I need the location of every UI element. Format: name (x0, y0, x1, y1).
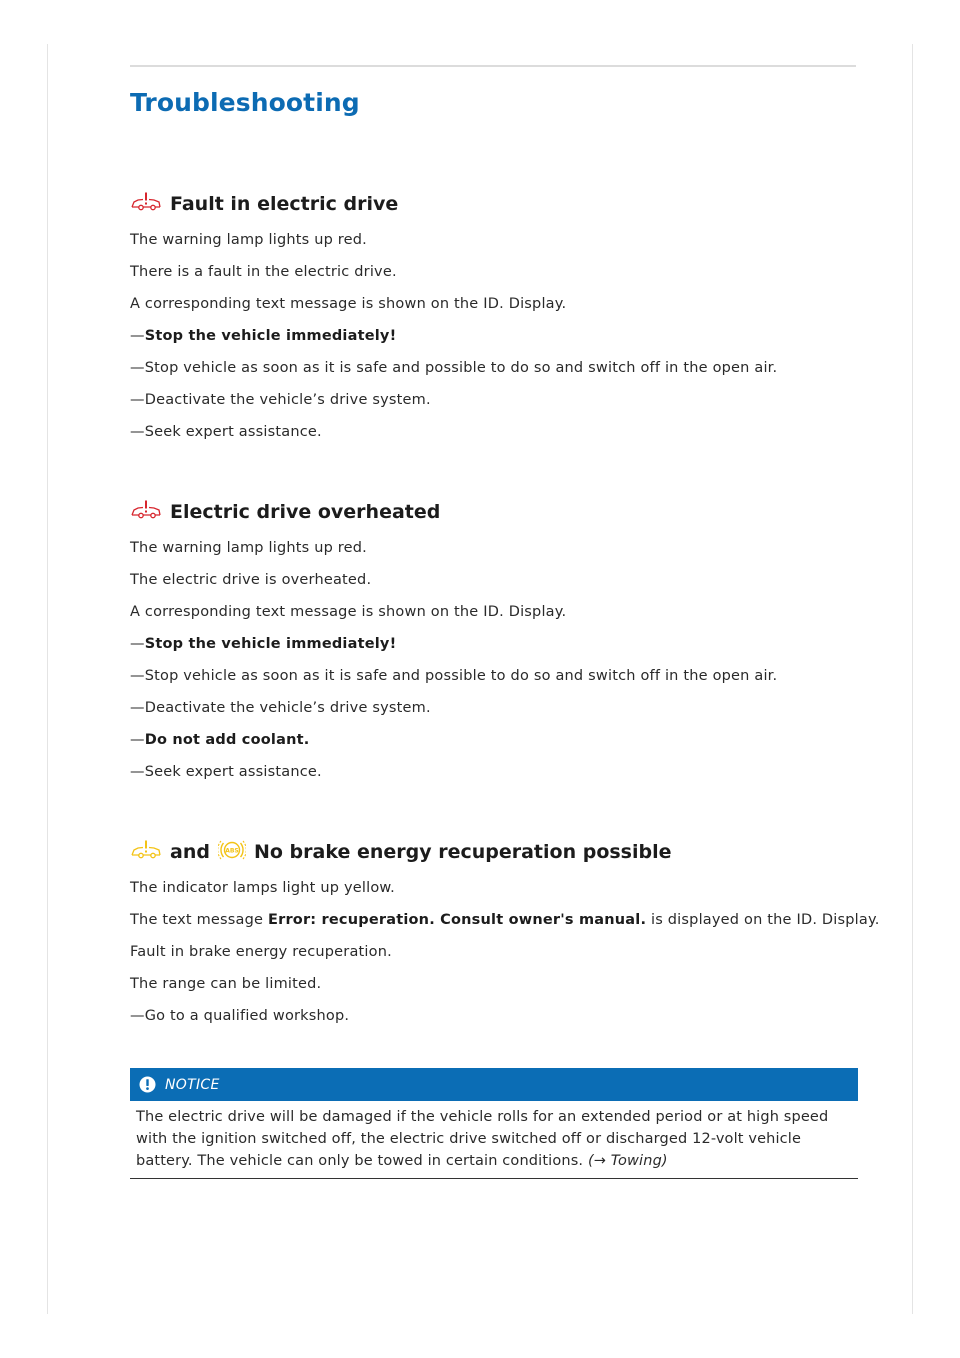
notice-body (130, 1101, 858, 1179)
action-step-text: Deactivate the vehicle’s drive system. (144, 700, 431, 716)
notice-text: The electric drive will be damaged if the vehicle rolls for an extended period or at high speed with the ignition switched off, the electric drive switched off or discharged 12-volt vehicle battery. The vehicle can only be towed in certain conditions. (136, 1109, 829, 1169)
dash-bullet: — (130, 732, 145, 748)
section-heading (130, 189, 860, 219)
message-text: Error: recuperation. Consult owner's manual. (267, 912, 647, 928)
dash-bullet: — (130, 392, 145, 408)
action-step-text: Stop vehicle as soon as it is safe and possible to do so and switch off in the open air. (144, 360, 778, 376)
notice-header (130, 1068, 858, 1101)
section-electric-drive-overheated (130, 497, 860, 788)
section-fault-in-electric-drive (130, 189, 860, 448)
dash-bullet: — (130, 700, 145, 716)
action-step-text: Stop the vehicle immediately! (144, 636, 397, 652)
section-title: Electric drive overheated (170, 501, 441, 523)
paragraph: The warning lamp lights up red. (130, 540, 367, 556)
notice-label: NOTICE (165, 1076, 220, 1093)
action-step (130, 692, 860, 724)
paragraph: The indicator lamps light up yellow. (130, 880, 395, 896)
section-title: Fault in electric drive (170, 193, 399, 215)
action-step (130, 724, 860, 756)
action-step (130, 352, 860, 384)
exclamation-circle-icon (139, 1076, 156, 1093)
paragraph: A corresponding text message is shown on the ID. Display. (130, 296, 567, 312)
action-step (130, 628, 860, 660)
section-title: No brake energy recuperation possible (253, 841, 672, 863)
section-no-brake-energy-recuperation (130, 837, 880, 1032)
dash-bullet: — (130, 764, 145, 780)
top-rule (130, 65, 856, 67)
paragraph: There is a fault in the electric drive. (130, 264, 397, 280)
paragraph (130, 904, 880, 936)
text-segment: is displayed on the ID. Display. (650, 912, 880, 928)
svg-text:ABS: ABS (225, 847, 239, 855)
left-margin-line (47, 44, 48, 1314)
dash-bullet: — (130, 636, 145, 652)
yellow-vehicle-warning-icon (130, 839, 162, 865)
red-vehicle-warning-icon (130, 499, 162, 525)
action-step (130, 756, 860, 788)
section-heading (130, 497, 860, 527)
right-margin-line (912, 44, 913, 1314)
action-step (130, 660, 860, 692)
action-step-text: Seek expert assistance. (144, 764, 322, 780)
action-step-text: Go to a qualified workshop. (144, 1008, 350, 1024)
heading-conjunction: and (170, 841, 210, 863)
dash-bullet: — (130, 1008, 145, 1024)
towing-reference-link[interactable]: (→ Towing) (587, 1153, 668, 1169)
dash-bullet: — (130, 328, 145, 344)
abs-icon (218, 837, 246, 867)
paragraph: Fault in brake energy recuperation. (130, 944, 392, 960)
paragraph: The electric drive is overheated. (130, 572, 372, 588)
action-step (130, 416, 860, 448)
red-vehicle-warning-icon (130, 191, 162, 217)
action-step (130, 320, 860, 352)
section-heading (130, 837, 860, 867)
text-segment: The text message (130, 912, 264, 928)
action-step-text: Deactivate the vehicle’s drive system. (144, 392, 431, 408)
action-step-text: Do not add coolant. (144, 732, 310, 748)
dash-bullet: — (130, 424, 145, 440)
dash-bullet: — (130, 360, 145, 376)
paragraph: The warning lamp lights up red. (130, 232, 367, 248)
dash-bullet: — (130, 668, 145, 684)
paragraph: A corresponding text message is shown on the ID. Display. (130, 604, 567, 620)
action-step-text: Stop the vehicle immediately! (144, 328, 397, 344)
action-step (130, 1000, 860, 1032)
action-step-text: Stop vehicle as soon as it is safe and possible to do so and switch off in the open air. (144, 668, 778, 684)
notice-box (130, 1068, 858, 1179)
page-title: Troubleshooting (130, 88, 360, 117)
action-step (130, 384, 860, 416)
action-step-text: Seek expert assistance. (144, 424, 322, 440)
paragraph: The range can be limited. (130, 976, 322, 992)
